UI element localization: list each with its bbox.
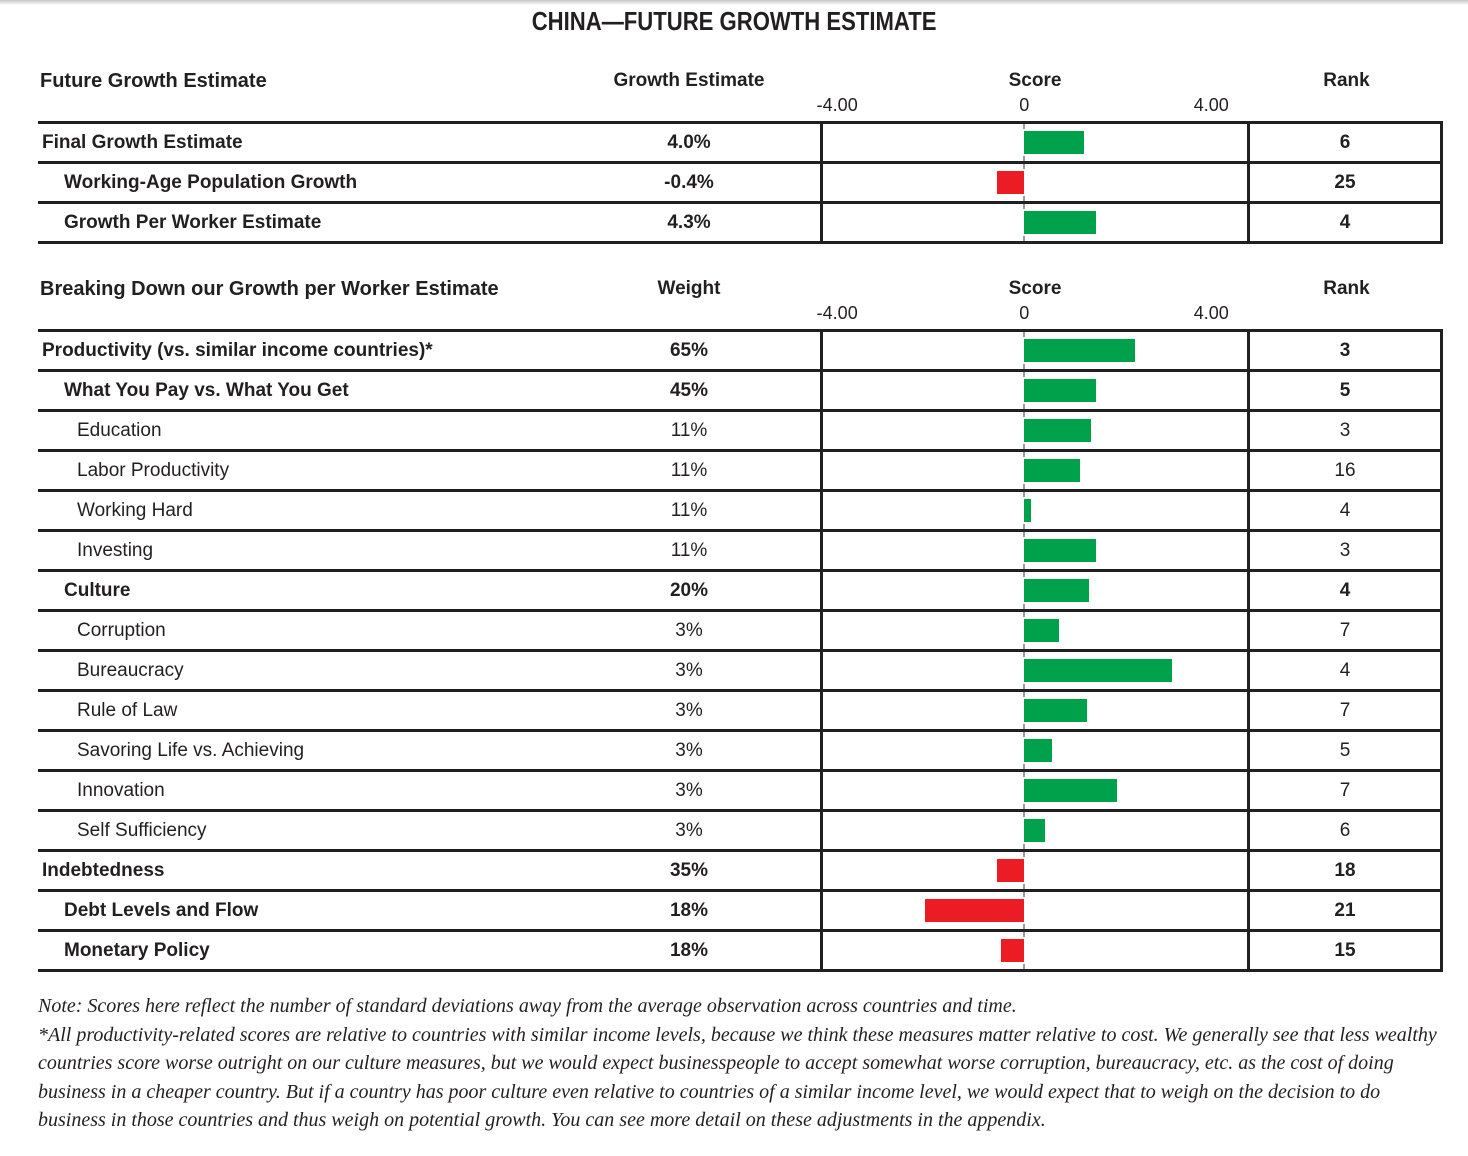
score-bar xyxy=(1024,619,1059,642)
row-value: 11% xyxy=(670,499,708,521)
score-cell xyxy=(820,572,1250,609)
row-label: Indebtedness xyxy=(42,859,165,881)
score-bar xyxy=(1024,379,1095,402)
row-label: Investing xyxy=(77,539,154,561)
table-row xyxy=(38,572,1443,612)
score-cell xyxy=(820,332,1250,369)
table-row xyxy=(38,332,1443,372)
table-growth-breakdown xyxy=(38,329,1443,972)
section-header xyxy=(38,278,1443,325)
row-label: Productivity (vs. similar income countries)* xyxy=(42,339,433,361)
row-label: Final Growth Estimate xyxy=(42,131,243,153)
axis-tick-min: -4.00 xyxy=(816,303,858,323)
zero-line-tick xyxy=(1023,484,1025,489)
row-label: Debt Levels and Flow xyxy=(64,899,259,921)
row-value: 18% xyxy=(669,939,709,961)
section-title: Future Growth Estimate xyxy=(40,70,267,92)
column-header-value: Growth Estimate xyxy=(613,70,765,91)
table-row xyxy=(38,892,1443,932)
score-cell xyxy=(820,532,1250,569)
row-value: 3% xyxy=(675,779,703,801)
zero-line-tick xyxy=(1023,764,1025,769)
score-axis xyxy=(38,301,1443,325)
column-header-value: Weight xyxy=(657,278,721,299)
row-value: 3% xyxy=(675,739,703,761)
zero-line-tick xyxy=(1023,564,1025,569)
page-top-edge xyxy=(0,0,1468,5)
row-value: 3% xyxy=(675,699,703,721)
row-rank: 4 xyxy=(1250,204,1443,241)
row-label-cell xyxy=(38,932,558,969)
score-bar xyxy=(1024,211,1095,234)
footnote xyxy=(38,992,1438,1135)
row-value: 20% xyxy=(669,579,709,601)
row-label-cell xyxy=(38,332,558,369)
score-cell xyxy=(820,204,1250,241)
zero-line-tick xyxy=(1023,332,1025,337)
row-label: Working-Age Population Growth xyxy=(64,171,358,193)
row-label: What You Pay vs. What You Get xyxy=(64,379,349,401)
zero-line-tick xyxy=(1023,604,1025,609)
zero-line-tick xyxy=(1023,492,1025,497)
table-row xyxy=(38,452,1443,492)
table-row xyxy=(38,812,1443,852)
zero-line-tick xyxy=(1023,812,1025,817)
zero-line-tick xyxy=(1023,412,1025,417)
row-label-cell xyxy=(38,612,558,649)
zero-line-tick xyxy=(1023,684,1025,689)
zero-line-tick xyxy=(1023,964,1025,969)
row-rank: 16 xyxy=(1250,452,1443,489)
row-label-cell xyxy=(38,852,558,889)
table-row xyxy=(38,532,1443,572)
zero-line-tick xyxy=(1023,612,1025,617)
row-rank: 4 xyxy=(1250,492,1443,529)
score-cell xyxy=(820,124,1250,161)
row-label-cell xyxy=(38,652,558,689)
row-label: Rule of Law xyxy=(77,699,178,721)
row-value: 11% xyxy=(670,459,708,481)
score-cell xyxy=(820,612,1250,649)
zero-line-tick xyxy=(1023,732,1025,737)
row-label: Culture xyxy=(64,579,131,601)
row-label: Labor Productivity xyxy=(77,459,230,481)
zero-line-tick xyxy=(1023,892,1025,897)
zero-line-tick xyxy=(1023,164,1025,169)
section-growth-per-worker-breakdown xyxy=(38,278,1443,972)
zero-line-tick xyxy=(1023,156,1025,161)
table-row xyxy=(38,204,1443,244)
row-label-cell xyxy=(38,452,558,489)
section-future-growth-estimate xyxy=(38,70,1443,244)
score-bar xyxy=(1024,339,1135,362)
zero-line-tick xyxy=(1023,804,1025,809)
row-label-cell xyxy=(38,772,558,809)
zero-line-tick xyxy=(1023,204,1025,209)
zero-line-tick xyxy=(1023,452,1025,457)
score-cell xyxy=(820,932,1250,969)
row-rank: 5 xyxy=(1250,732,1443,769)
row-rank: 4 xyxy=(1250,652,1443,689)
row-label: Education xyxy=(77,419,162,441)
table-row xyxy=(38,932,1443,972)
section-header xyxy=(38,70,1443,117)
row-label-cell xyxy=(38,164,558,201)
row-rank: 21 xyxy=(1250,892,1443,929)
score-cell xyxy=(820,732,1250,769)
score-bar xyxy=(1024,131,1084,154)
zero-line-tick xyxy=(1023,924,1025,929)
score-bar xyxy=(997,171,1025,194)
zero-line-tick xyxy=(1023,884,1025,889)
score-cell xyxy=(820,652,1250,689)
row-label: Self Sufficiency xyxy=(77,819,207,841)
zero-line-tick xyxy=(1023,572,1025,577)
footnote-asterisk-text: *All productivity-related scores are relative to countries with similar income levels, because we think these measures matter relative to cost. We generally see that less wealthy countries score worse outright on our culture measures, but we would expect businesspeople to accept somewhat worse corruption, bureaucracy, etc. as the cost of doing business in a cheaper country. But if a country has poor culture even relative to countries of a similar income level, we would expect that to weigh on the decision to do business in those countries and thus weigh on potential growth. You can see more detail on these adjustments in the appendix. xyxy=(38,1023,1437,1132)
row-rank: 6 xyxy=(1250,812,1443,849)
row-label-cell xyxy=(38,372,558,409)
score-cell xyxy=(820,772,1250,809)
axis-tick-max: 4.00 xyxy=(1193,303,1229,323)
score-cell xyxy=(820,412,1250,449)
row-value: 3% xyxy=(675,819,703,841)
zero-line-tick xyxy=(1023,196,1025,201)
score-cell xyxy=(820,452,1250,489)
page-title: CHINA—FUTURE GROWTH ESTIMATE xyxy=(531,6,937,36)
zero-line-tick xyxy=(1023,372,1025,377)
zero-line-tick xyxy=(1023,724,1025,729)
row-label-cell xyxy=(38,732,558,769)
row-value: 4.0% xyxy=(667,131,711,153)
zero-line-tick xyxy=(1023,772,1025,777)
axis-tick-zero: 0 xyxy=(1019,95,1030,115)
zero-line-tick xyxy=(1023,844,1025,849)
row-label-cell xyxy=(38,412,558,449)
score-bar xyxy=(1024,779,1116,802)
zero-line-tick xyxy=(1023,932,1025,937)
row-label-cell xyxy=(38,204,558,241)
row-value: -0.4% xyxy=(664,171,714,193)
axis-tick-max: 4.00 xyxy=(1193,95,1229,115)
table-row xyxy=(38,124,1443,164)
axis-tick-min: -4.00 xyxy=(816,95,858,115)
score-cell xyxy=(820,852,1250,889)
row-rank: 3 xyxy=(1250,532,1443,569)
zero-line-tick xyxy=(1023,236,1025,241)
score-bar xyxy=(1024,819,1045,842)
report-body xyxy=(38,70,1443,972)
row-label: Bureaucracy xyxy=(77,659,184,681)
row-value: 4.3% xyxy=(667,211,711,233)
table-row xyxy=(38,732,1443,772)
score-bar xyxy=(1001,939,1024,962)
zero-line-tick xyxy=(1023,404,1025,409)
score-cell xyxy=(820,892,1250,929)
zero-line-tick xyxy=(1023,852,1025,857)
table-row xyxy=(38,164,1443,204)
column-header-score: Score xyxy=(1008,278,1062,299)
row-value: 3% xyxy=(675,619,703,641)
column-header-rank: Rank xyxy=(1323,70,1370,91)
row-rank: 7 xyxy=(1250,612,1443,649)
row-label: Working Hard xyxy=(77,499,193,521)
row-rank: 3 xyxy=(1250,332,1443,369)
row-rank: 15 xyxy=(1250,932,1443,969)
column-header-rank: Rank xyxy=(1323,278,1370,299)
row-label-cell xyxy=(38,572,558,609)
zero-line-tick xyxy=(1023,692,1025,697)
row-label-cell xyxy=(38,492,558,529)
table-row xyxy=(38,492,1443,532)
row-label: Monetary Policy xyxy=(64,939,210,961)
table-row xyxy=(38,852,1443,892)
score-bar xyxy=(1024,459,1079,482)
row-rank: 5 xyxy=(1250,372,1443,409)
score-bar xyxy=(925,899,1024,922)
score-cell xyxy=(820,372,1250,409)
score-bar xyxy=(1024,699,1086,722)
score-cell xyxy=(820,692,1250,729)
zero-line-tick xyxy=(1023,644,1025,649)
zero-line-tick xyxy=(1023,364,1025,369)
score-bar xyxy=(1024,659,1172,682)
score-bar xyxy=(1024,579,1089,602)
axis-tick-zero: 0 xyxy=(1019,303,1030,323)
row-label-cell xyxy=(38,532,558,569)
zero-line-tick xyxy=(1023,444,1025,449)
zero-line-tick xyxy=(1023,124,1025,129)
score-bar xyxy=(1024,739,1052,762)
table-row xyxy=(38,612,1443,652)
score-bar xyxy=(1024,539,1095,562)
row-rank: 18 xyxy=(1250,852,1443,889)
row-value: 18% xyxy=(669,899,709,921)
score-bar xyxy=(1024,419,1091,442)
row-label-cell xyxy=(38,812,558,849)
row-value: 11% xyxy=(670,419,708,441)
row-label: Growth Per Worker Estimate xyxy=(64,211,322,233)
row-label-cell xyxy=(38,692,558,729)
score-cell xyxy=(820,492,1250,529)
row-rank: 7 xyxy=(1250,772,1443,809)
zero-line-tick xyxy=(1023,652,1025,657)
row-label-cell xyxy=(38,124,558,161)
score-bar xyxy=(1024,499,1031,522)
section-title: Breaking Down our Growth per Worker Estimate xyxy=(40,278,499,300)
column-header-score: Score xyxy=(1008,70,1062,91)
row-rank: 6 xyxy=(1250,124,1443,161)
row-label: Corruption xyxy=(77,619,166,641)
score-axis xyxy=(38,93,1443,117)
table-row xyxy=(38,692,1443,732)
row-rank: 7 xyxy=(1250,692,1443,729)
table-row xyxy=(38,372,1443,412)
score-bar xyxy=(997,859,1025,882)
table-row xyxy=(38,772,1443,812)
row-rank: 4 xyxy=(1250,572,1443,609)
zero-line-tick xyxy=(1023,524,1025,529)
row-label-cell xyxy=(38,892,558,929)
table-future-growth xyxy=(38,121,1443,244)
row-label: Savoring Life vs. Achieving xyxy=(77,739,305,761)
score-cell xyxy=(820,812,1250,849)
row-value: 11% xyxy=(670,539,708,561)
row-rank: 25 xyxy=(1250,164,1443,201)
row-rank: 3 xyxy=(1250,412,1443,449)
row-label: Innovation xyxy=(77,779,165,801)
table-row xyxy=(38,652,1443,692)
row-value: 45% xyxy=(669,379,709,401)
row-value: 3% xyxy=(675,659,703,681)
score-cell xyxy=(820,164,1250,201)
table-row xyxy=(38,412,1443,452)
zero-line-tick xyxy=(1023,532,1025,537)
row-value: 35% xyxy=(669,859,709,881)
row-value: 65% xyxy=(669,339,709,361)
footnote-note-line: Note: Scores here reflect the number of standard deviations away from the average observation across countries and time. xyxy=(38,995,1017,1017)
